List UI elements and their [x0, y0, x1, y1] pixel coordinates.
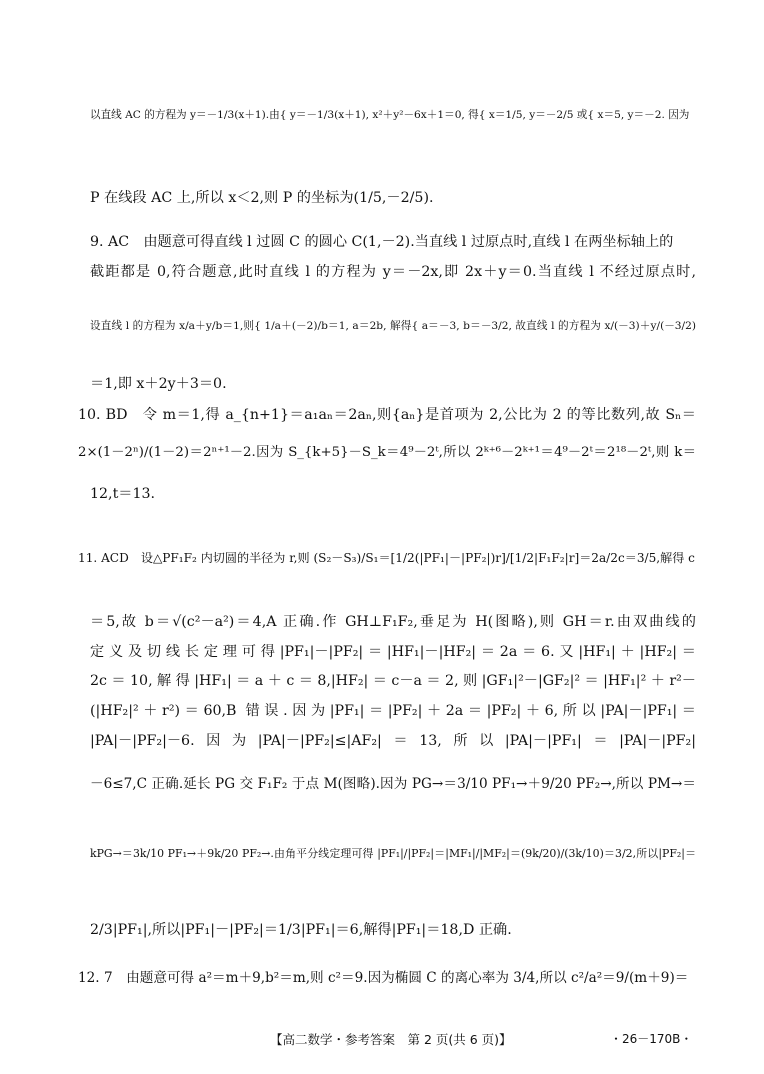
text-line: kPG→＝3k/10 PF₁→＋9k/20 PF₂→.由角平分线定理可得 |PF₁|/|PF₂|＝|MF₁|/|MF₂|＝(9k/20)/(3k/10)＝3/2,所以|PF₂|＝ — [90, 847, 696, 860]
text-line: ＝1,即 x＋2y＋3＝0. — [90, 376, 227, 392]
paper-code: ・26－170B・ — [610, 1032, 693, 1046]
text-line: 截距都是 0,符合题意,此时直线 l 的方程为 y＝－2x,即 2x＋y＝0.当直线 l 不经过原点时, — [90, 264, 696, 280]
text-line: 11. ACD 设△PF₁F₂ 内切圆的半径为 r,则 (S₂－S₃)/S₁＝[1/2(|PF₁|－|PF₂|)r]/[1/2|F₁F₂|r]＝2a/2c＝3/5,解得 c — [78, 551, 695, 565]
text-line: 2c＝10,解得|HF₁|＝a＋c＝8,|HF₂|＝c－a＝2,则|GF₁|²－|GF₂|²＝|HF₁|²＋r²－ — [90, 673, 696, 689]
page-footer: 【高二数学・参考答案 第 2 页(共 6 页)】 — [270, 1032, 512, 1047]
text-line: 2/3|PF₁|,所以|PF₁|－|PF₂|＝1/3|PF₁|＝6,解得|PF₁|＝18,D 正确. — [90, 922, 512, 938]
text-line: P 在线段 AC 上,所以 x＜2,则 P 的坐标为(1/5,－2/5). — [90, 190, 434, 206]
text-line: 设直线 l 的方程为 x/a＋y/b＝1,则{ 1/a＋(－2)/b＝1, a＝2b, 解得{ a＝－3, b＝－3/2, 故直线 l 的方程为 x/(－3)＋y/(－3/2) — [90, 320, 696, 332]
text-line: (|HF₂|²＋r²)＝60,B 错误.因为|PF₁|＝|PF₂|＋2a＝|PF₂|＋6,所以|PA|－|PF₁|＝ — [90, 703, 696, 719]
text-line: 10. BD 令 m＝1,得 a_{n+1}＝a₁aₙ＝2aₙ,则{aₙ}是首项为 2,公比为 2 的等比数列,故 Sₙ＝ — [78, 407, 696, 423]
text-line: 12,t＝13. — [90, 486, 156, 502]
text-line: 以直线 AC 的方程为 y＝－1/3(x＋1).由{ y＝－1/3(x＋1), x²＋y²－6x＋1＝0, 得{ x＝1/5, y＝－2/5 或{ x＝5, y＝－2. 因为 — [90, 109, 690, 121]
text-line: 9. AC 由题意可得直线 l 过圆 C 的圆心 C(1,－2).当直线 l 过原点时,直线 l 在两坐标轴上的 — [90, 234, 674, 250]
text-line: 定义及切线长定理可得|PF₁|－|PF₂|＝|HF₁|－|HF₂|＝2a＝6.又|HF₁|＋|HF₂|＝ — [90, 644, 696, 660]
text-line: |PA|－|PF₂|－6.因为|PA|－|PF₂|≤|AF₂|＝13,所以|PA|－|PF₁|＝|PA|－|PF₂| — [90, 733, 696, 749]
text-line: 12. 7 由题意可得 a²＝m＋9,b²＝m,则 c²＝9.因为椭圆 C 的离心率为 3/4,所以 c²/a²＝9/(m＋9)＝ — [78, 970, 689, 986]
text-line: －6≤7,C 正确.延长 PG 交 F₁F₂ 于点 M(图略).因为 PG→＝3/10 PF₁→＋9/20 PF₂→,所以 PM→＝ — [90, 776, 696, 792]
text-line: ＝5,故 b＝√(c²－a²)＝4,A 正确.作 GH⊥F₁F₂,垂足为 H(图略),则 GH＝r.由双曲线的 — [90, 614, 696, 630]
text-line: 2×(1－2ⁿ)/(1－2)＝2ⁿ⁺¹－2.因为 S_{k+5}－S_k＝4⁹－2ᵗ,所以 2ᵏ⁺⁶－2ᵏ⁺¹＝4⁹－2ᵗ＝2¹⁸－2ᵗ,则 k＝ — [78, 445, 696, 460]
